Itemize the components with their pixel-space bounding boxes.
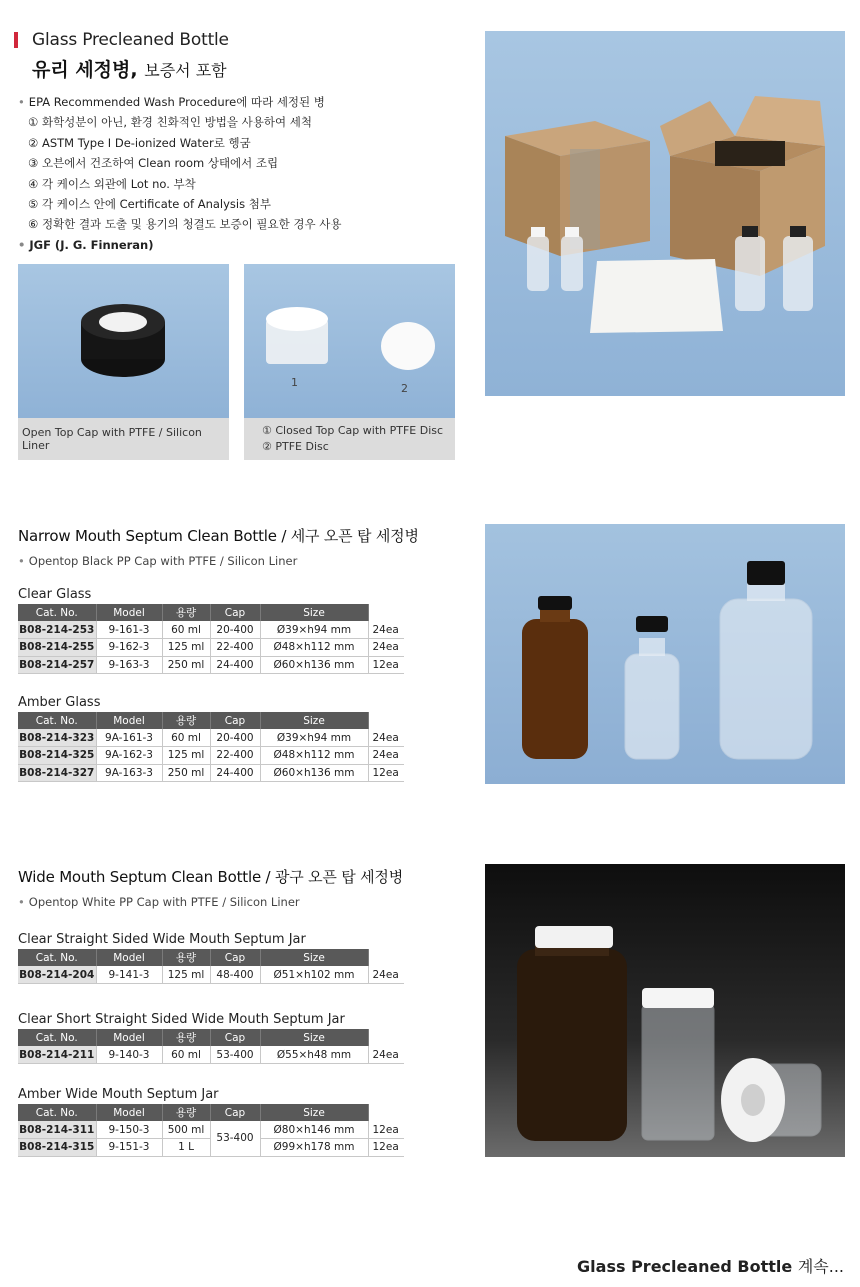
volume-cell: 250 ml xyxy=(162,764,210,782)
pack-cell: 12ea xyxy=(368,764,404,782)
size-cell: Ø99×h178 mm xyxy=(260,1139,368,1157)
col-header: 용량 xyxy=(162,1029,210,1046)
table-row xyxy=(18,1046,404,1064)
model-cell: 9-150-3 xyxy=(96,1121,162,1139)
col-header-empty xyxy=(368,712,404,729)
table-header-row xyxy=(18,712,404,729)
closed-top-cap-photo xyxy=(244,264,455,418)
cap-cell-shared: 53-400 xyxy=(210,1121,260,1156)
volume-cell: 125 ml xyxy=(162,966,210,984)
cap-cell: 48-400 xyxy=(210,966,260,984)
col-header: Cap xyxy=(210,604,260,621)
product-box-photo xyxy=(485,31,845,396)
table-header-row xyxy=(18,1104,404,1121)
wide-jars-photo xyxy=(485,864,845,1157)
page-title-ko-main: 유리 세정병, xyxy=(32,59,138,81)
cat-no-cell: B08-214-204 xyxy=(18,966,96,984)
title-accent-bar xyxy=(14,32,18,48)
size-cell: Ø39×h94 mm xyxy=(260,621,368,639)
col-header: Model xyxy=(96,604,162,621)
pack-cell: 24ea xyxy=(368,621,404,639)
model-cell: 9-141-3 xyxy=(96,966,162,984)
col-header: 용량 xyxy=(162,712,210,729)
table-row xyxy=(18,747,404,765)
col-header: Cap xyxy=(210,712,260,729)
table-header-row xyxy=(18,1029,404,1046)
model-cell: 9-140-3 xyxy=(96,1046,162,1064)
table-row xyxy=(18,621,404,639)
volume-cell: 60 ml xyxy=(162,621,210,639)
volume-cell: 125 ml xyxy=(162,747,210,765)
cap-label-1: 1 xyxy=(291,376,298,389)
pack-cell: 24ea xyxy=(368,747,404,765)
straight-jar-table xyxy=(18,949,404,984)
cap-cell: 20-400 xyxy=(210,621,260,639)
cat-no-cell: B08-214-255 xyxy=(18,639,96,657)
col-header: Cat. No. xyxy=(18,949,96,966)
wide-jars-illustration xyxy=(485,864,845,1157)
page-title-ko-sub: 보증서 포함 xyxy=(144,61,227,80)
short-jar-table xyxy=(18,1029,404,1064)
bullet-icon: • xyxy=(18,237,26,252)
feature-item: ⑥ 정확한 결과 도출 및 용기의 청결도 보증이 필요한 경우 사용 xyxy=(28,217,342,232)
size-cell: Ø39×h94 mm xyxy=(260,729,368,747)
amber-glass-table xyxy=(18,712,404,782)
size-cell: Ø51×h102 mm xyxy=(260,966,368,984)
feature-item: ② ASTM Type I De-ionized Water로 헹굼 xyxy=(28,135,251,150)
col-header: Cat. No. xyxy=(18,712,96,729)
feature-item: ④ 각 케이스 외관에 Lot no. 부착 xyxy=(28,176,196,191)
size-cell: Ø80×h146 mm xyxy=(260,1121,368,1139)
amber-jar-title: Amber Wide Mouth Septum Jar xyxy=(18,1087,219,1102)
col-header: Model xyxy=(96,1104,162,1121)
volume-cell: 250 ml xyxy=(162,656,210,674)
amber-glass-title: Amber Glass xyxy=(18,695,101,710)
col-header: Size xyxy=(260,1104,368,1121)
size-cell: Ø48×h112 mm xyxy=(260,747,368,765)
narrow-section-title: Narrow Mouth Septum Clean Bottle / 세구 오픈 탑 세정병 xyxy=(18,527,419,545)
clear-glass-table xyxy=(18,604,404,674)
bullet-icon: • xyxy=(18,554,25,568)
pack-cell: 12ea xyxy=(368,1121,404,1139)
col-header: 용량 xyxy=(162,1104,210,1121)
page-title-en: Glass Precleaned Bottle xyxy=(32,30,229,50)
open-top-cap-photo xyxy=(18,264,229,418)
col-header: 용량 xyxy=(162,604,210,621)
col-header-empty xyxy=(368,949,404,966)
table-row xyxy=(18,1121,404,1139)
col-header: Cap xyxy=(210,1029,260,1046)
pack-cell: 24ea xyxy=(368,639,404,657)
closed-top-cap-illustration xyxy=(244,264,455,418)
volume-cell: 125 ml xyxy=(162,639,210,657)
footer-continued: Glass Precleaned Bottle 계속... xyxy=(577,1257,844,1276)
table-row xyxy=(18,729,404,747)
col-header: Cat. No. xyxy=(18,604,96,621)
cap-label-2: 2 xyxy=(401,382,408,395)
amber-jar-table xyxy=(18,1104,404,1157)
table-header-row xyxy=(18,949,404,966)
feature-list xyxy=(18,92,341,255)
cat-no-cell: B08-214-323 xyxy=(18,729,96,747)
pack-cell: 24ea xyxy=(368,1046,404,1064)
volume-cell: 500 ml xyxy=(162,1121,210,1139)
cat-no-cell: B08-214-211 xyxy=(18,1046,96,1064)
product-box-illustration xyxy=(485,31,845,396)
col-header-empty xyxy=(368,1104,404,1121)
col-header-empty xyxy=(368,1029,404,1046)
volume-cell: 60 ml xyxy=(162,1046,210,1064)
volume-cell: 60 ml xyxy=(162,729,210,747)
cat-no-cell: B08-214-257 xyxy=(18,656,96,674)
col-header: Model xyxy=(96,712,162,729)
model-cell: 9-162-3 xyxy=(96,639,162,657)
col-header: Cat. No. xyxy=(18,1104,96,1121)
closed-top-cap-caption: ① Closed Top Cap with PTFE Disc ② PTFE Disc xyxy=(244,418,455,460)
straight-jar-title: Clear Straight Sided Wide Mouth Septum Jar xyxy=(18,932,306,947)
cap-cell: 22-400 xyxy=(210,639,260,657)
col-header: Cap xyxy=(210,1104,260,1121)
wide-section-title: Wide Mouth Septum Clean Bottle / 광구 오픈 탑 세정병 xyxy=(18,868,403,886)
table-row xyxy=(18,639,404,657)
clear-glass-title: Clear Glass xyxy=(18,587,92,602)
open-top-cap-illustration xyxy=(18,264,229,418)
volume-cell: 1 L xyxy=(162,1139,210,1157)
col-header: Cap xyxy=(210,949,260,966)
cat-no-cell: B08-214-315 xyxy=(18,1139,96,1157)
pack-cell: 12ea xyxy=(368,656,404,674)
col-header: Size xyxy=(260,604,368,621)
pack-cell: 12ea xyxy=(368,1139,404,1157)
cat-no-cell: B08-214-253 xyxy=(18,621,96,639)
col-header: 용량 xyxy=(162,949,210,966)
col-header: Size xyxy=(260,949,368,966)
size-cell: Ø60×h136 mm xyxy=(260,764,368,782)
model-cell: 9A-161-3 xyxy=(96,729,162,747)
pack-cell: 24ea xyxy=(368,966,404,984)
col-header: Size xyxy=(260,712,368,729)
bullet-icon: • xyxy=(18,95,25,109)
col-header: Model xyxy=(96,949,162,966)
cat-no-cell: B08-214-311 xyxy=(18,1121,96,1139)
table-header-row xyxy=(18,604,404,621)
cat-no-cell: B08-214-327 xyxy=(18,764,96,782)
size-cell: Ø55×h48 mm xyxy=(260,1046,368,1064)
cap-cell: 24-400 xyxy=(210,764,260,782)
narrow-section-subtitle: • Opentop Black PP Cap with PTFE / Silicon Liner xyxy=(18,554,298,568)
size-cell: Ø48×h112 mm xyxy=(260,639,368,657)
open-top-cap-caption: Open Top Cap with PTFE / Silicon Liner xyxy=(18,418,229,460)
model-cell: 9A-162-3 xyxy=(96,747,162,765)
feature-item: ③ 오븐에서 건조하여 Clean room 상태에서 조립 xyxy=(28,156,279,171)
model-cell: 9-161-3 xyxy=(96,621,162,639)
model-cell: 9-163-3 xyxy=(96,656,162,674)
feature-item: ① 화학성분이 아닌, 환경 친화적인 방법을 사용하여 세척 xyxy=(28,115,312,130)
col-header: Model xyxy=(96,1029,162,1046)
col-header: Size xyxy=(260,1029,368,1046)
col-header-empty xyxy=(368,604,404,621)
cap-cell: 53-400 xyxy=(210,1046,260,1064)
wide-section-subtitle: • Opentop White PP Cap with PTFE / Silicon Liner xyxy=(18,895,300,909)
table-row xyxy=(18,656,404,674)
narrow-bottles-photo xyxy=(485,524,845,784)
cap-cell: 24-400 xyxy=(210,656,260,674)
cap-cell: 20-400 xyxy=(210,729,260,747)
size-cell: Ø60×h136 mm xyxy=(260,656,368,674)
cat-no-cell: B08-214-325 xyxy=(18,747,96,765)
page-title-ko xyxy=(32,55,227,82)
model-cell: 9-151-3 xyxy=(96,1139,162,1157)
model-cell: 9A-163-3 xyxy=(96,764,162,782)
feature-item: ⑤ 각 케이스 안에 Certificate of Analysis 첨부 xyxy=(28,197,271,212)
table-row xyxy=(18,764,404,782)
short-jar-title: Clear Short Straight Sided Wide Mouth Septum Jar xyxy=(18,1012,345,1027)
bullet-icon: • xyxy=(18,895,25,909)
feature-intro: • EPA Recommended Wash Procedure에 따라 세정된 병 xyxy=(18,95,325,109)
cap-cell: 22-400 xyxy=(210,747,260,765)
table-row xyxy=(18,966,404,984)
col-header: Cat. No. xyxy=(18,1029,96,1046)
narrow-bottles-illustration xyxy=(485,524,845,784)
pack-cell: 24ea xyxy=(368,729,404,747)
feature-brand: • JGF (J. G. Finneran) xyxy=(18,237,154,252)
